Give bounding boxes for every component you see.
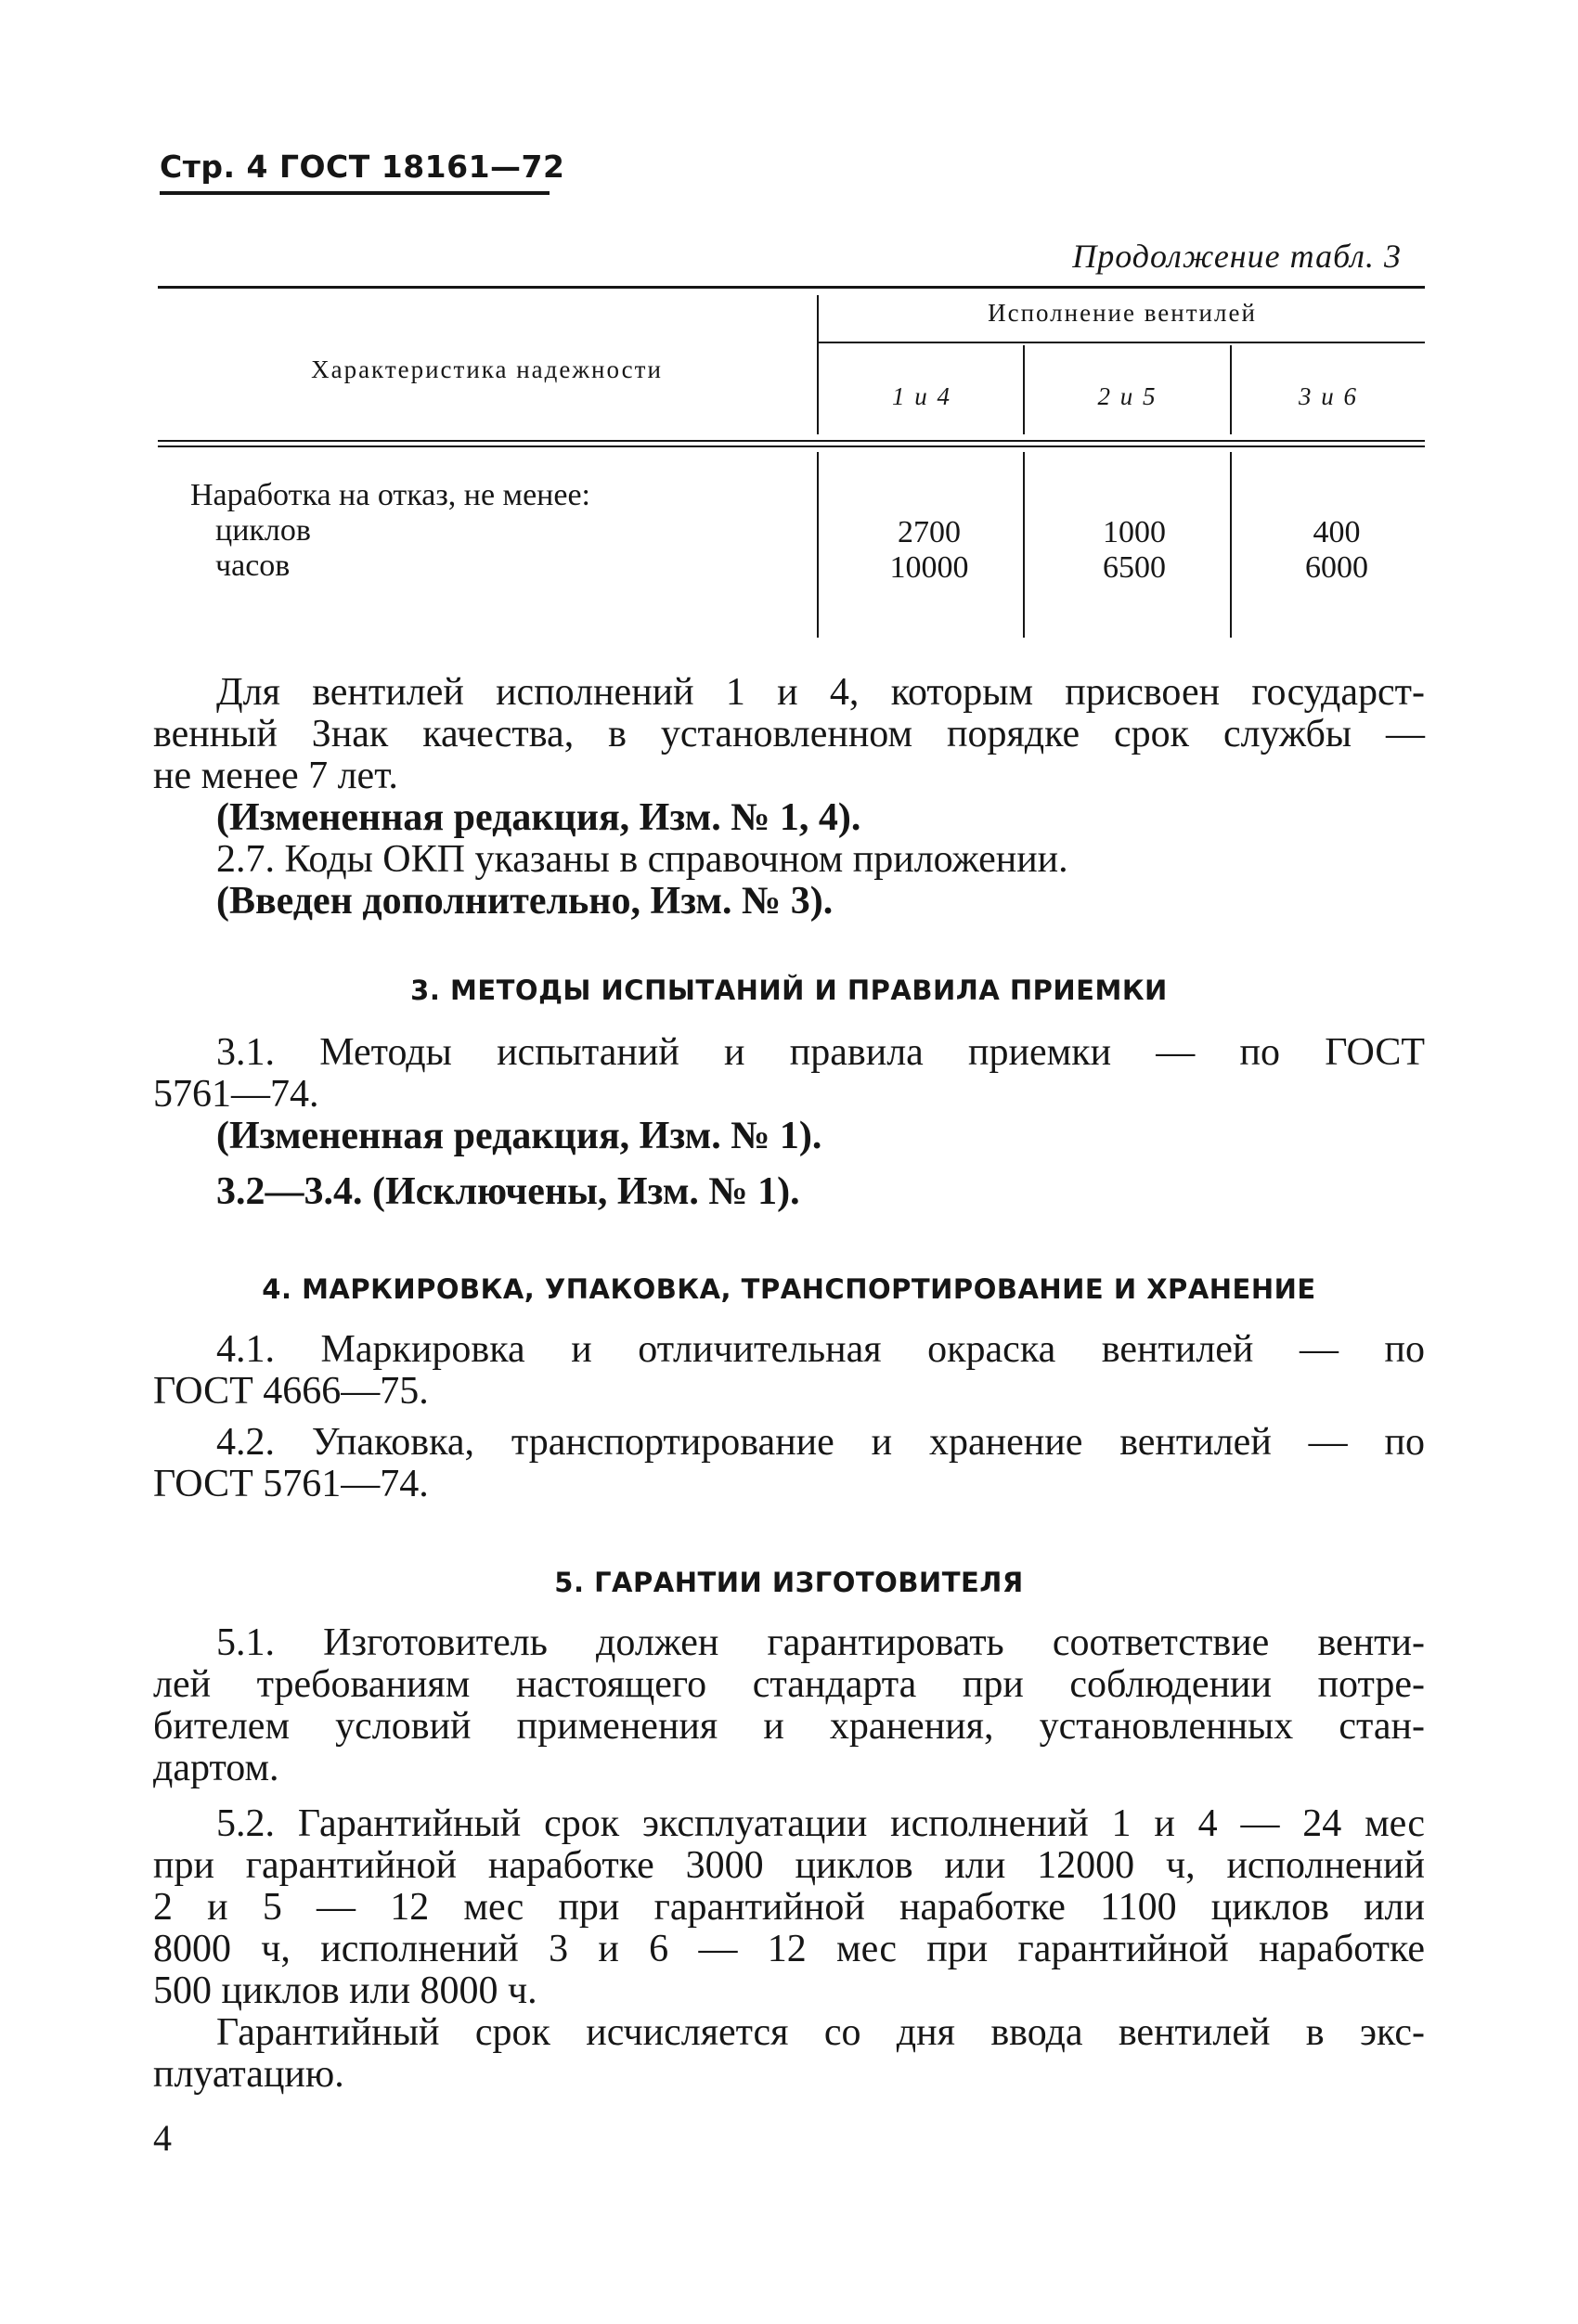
table-cell: 2700 xyxy=(898,515,961,549)
paragraph-4-1 xyxy=(153,1329,1425,1413)
table-cell: 400 xyxy=(1313,515,1361,549)
table-header-rule xyxy=(158,440,1425,442)
table-vline-1b xyxy=(817,452,819,638)
table-group-header: Исполнение вентилей xyxy=(988,299,1257,327)
table-cell: 6500 xyxy=(1103,550,1166,585)
amendment-note: (Введен дополнительно, Изм. № 3). xyxy=(216,880,834,923)
table-col-header: Характеристика надежности xyxy=(311,355,663,383)
amendment-note: (Измененная редакция, Изм. № 1). xyxy=(216,1115,822,1157)
text-line: Гарантийный срок исчисляется со дня ввода вентилей в экс- xyxy=(216,2011,1425,2054)
section-heading-4: 4. МАРКИРОВКА, УПАКОВКА, ТРАНСПОРТИРОВАНИЕ И ХРАНЕНИЕ xyxy=(262,1273,1316,1305)
paragraph-5-2 xyxy=(153,1803,1425,2096)
amendment-note: (Измененная редакция, Изм. № 1, 4). xyxy=(216,796,861,839)
text-line: 2.7. Коды ОКП указаны в справочном приложении. xyxy=(216,838,1068,881)
text-line: ГОСТ 4666—75. xyxy=(153,1370,429,1413)
section-heading-3: 3. МЕТОДЫ ИСПЫТАНИЙ И ПРАВИЛА ПРИЕМКИ xyxy=(410,975,1168,1006)
text-line: 5761—74. xyxy=(153,1073,319,1116)
text-line: ГОСТ 5761—74. xyxy=(153,1463,429,1505)
text-line: дартом. xyxy=(153,1747,279,1789)
table-cell: 10000 xyxy=(889,550,969,585)
table-group-rule xyxy=(819,342,1425,343)
table-vline-3b xyxy=(1230,452,1232,638)
text-line: 5.1. Изготовитель должен гарантировать соответствие венти- xyxy=(216,1621,1425,1664)
table-vline-1 xyxy=(817,295,819,434)
text-line: лей требованиям настоящего стандарта при соблюдении потре- xyxy=(153,1663,1425,1706)
paragraph-3-2 xyxy=(153,1171,1425,1213)
table-continuation-label: Продолжение табл. 3 xyxy=(1072,238,1402,275)
header-rule xyxy=(160,191,550,195)
table-row-label-hours: часов xyxy=(215,549,291,583)
page-header: Стр. 4 ГОСТ 18161—72 xyxy=(160,148,565,185)
paragraph-5-1 xyxy=(153,1622,1425,1789)
section-heading-5: 5. ГАРАНТИИ ИЗГОТОВИТЕЛЯ xyxy=(554,1567,1024,1598)
table-row-label-cycles: циклов xyxy=(215,513,311,548)
text-line: бителем условий применения и хранения, установленных стан- xyxy=(153,1705,1425,1748)
table-cell: 1000 xyxy=(1103,515,1166,549)
paragraph-service-life xyxy=(153,672,1425,923)
table-row-title: Наработка на отказ, не менее: xyxy=(190,478,590,512)
table-subheader-1: 1 и 4 xyxy=(892,382,951,410)
text-line: не менее 7 лет. xyxy=(153,755,398,797)
text-line: венный Знак качества, в установленном порядке срок службы — xyxy=(153,713,1425,755)
paragraph-3-1 xyxy=(153,1032,1425,1157)
text-line: 3.2—3.4. (Исключены, Изм. № 1). xyxy=(216,1170,800,1213)
text-line: 4.1. Маркировка и отличительная окраска вентилей — по xyxy=(216,1328,1425,1371)
text-line: 5.2. Гарантийный срок эксплуатации исполнений 1 и 4 — 24 мес xyxy=(216,1802,1425,1845)
text-line: 2 и 5 — 12 мес при гарантийной наработке 1100 циклов или xyxy=(153,1886,1425,1929)
text-line: 3.1. Методы испытаний и правила приемки — по ГОСТ xyxy=(216,1031,1425,1074)
text-line: 500 циклов или 8000 ч. xyxy=(153,1969,537,2012)
page-number: 4 xyxy=(153,2117,172,2159)
table-subheader-2: 2 и 5 xyxy=(1097,382,1158,410)
text-line: Для вентилей исполнений 1 и 4, которым присвоен государст- xyxy=(216,671,1425,714)
text-line: плуатацию. xyxy=(153,2053,344,2096)
table-subheader-3: 3 и 6 xyxy=(1299,382,1358,410)
table-header-rule-2 xyxy=(158,445,1425,447)
text-line: при гарантийной наработке 3000 циклов или 12000 ч, исполнений xyxy=(153,1844,1425,1887)
table-cell: 6000 xyxy=(1305,550,1368,585)
paragraph-4-2 xyxy=(153,1422,1425,1505)
text-line: 4.2. Упаковка, транспортирование и хранение вентилей — по xyxy=(216,1421,1425,1464)
table-vline-2b xyxy=(1023,452,1025,638)
text-line: 8000 ч, исполнений 3 и 6 — 12 мес при гарантийной наработке xyxy=(153,1928,1425,1970)
table-top-rule xyxy=(158,286,1425,289)
